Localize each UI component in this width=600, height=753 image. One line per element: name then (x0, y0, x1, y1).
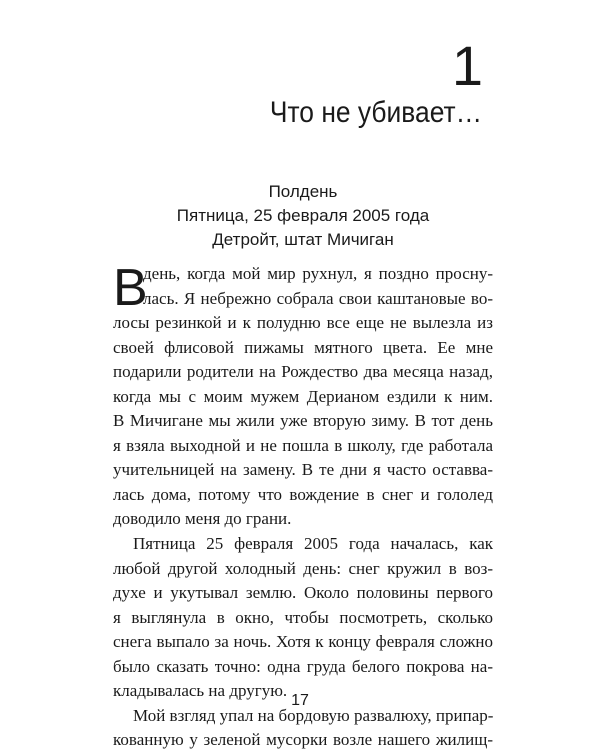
drop-cap: В (113, 259, 148, 317)
text-line: день, когда мой мир рухнул, я поздно просну- (143, 264, 493, 283)
text-line: лосы резинкой и к полудню все еще не вылезла из (113, 313, 493, 333)
text-line: своей флисовой пижамы мятного цвета. Ее мне (113, 337, 493, 357)
text-line: я взяла выходной и не пошла в школу, где работала (113, 435, 493, 455)
text-line: когда мы с моим мужем Дерианом ездили к ним. (113, 386, 493, 406)
text-line: снега выпало за ночь. Хотя к концу февраля сложно (113, 632, 493, 652)
text-line: доводило меня до грани. (113, 509, 292, 529)
text-line: я выглянула в окно, чтобы посмотреть, сколько (113, 607, 493, 627)
text-line: кованную у зеленой мусорки возле нашего жилищ- (113, 730, 493, 750)
text-line: лась дома, потому что вождение в снег и гололед (113, 484, 493, 504)
chapter-number: 1 (451, 34, 482, 97)
text-line: Мой взгляд упал на бордовую развалюху, припар- (133, 705, 494, 725)
text-line: было сказать точно: одна груда белого покрова на- (113, 656, 493, 676)
page-number: 17 (291, 692, 309, 709)
text-line: духе и укутывал землю. Около половины первого (113, 583, 493, 603)
chapter-title: Что не убивает… (269, 96, 482, 129)
text-line: кладывалась на другую. (113, 681, 288, 701)
dateline-date: Пятница, 25 февраля 2005 года (176, 206, 430, 225)
dateline-time: Полдень (268, 182, 338, 201)
dateline (113, 180, 493, 252)
text-line: любой другой холодный день: снег кружил в воз- (113, 558, 493, 578)
text-line: лась. Я небрежно собрала свои каштановые во- (143, 288, 493, 308)
text-line: Пятница 25 февраля 2005 года началась, как (133, 534, 493, 554)
text-line: В Мичигане мы жили уже вторую зиму. В тот день (113, 411, 493, 431)
text-line: учительницей на замену. В те дни я часто оставва- (113, 460, 493, 480)
body-text (113, 259, 494, 753)
dateline-place: Детройт, штат Мичиган (212, 230, 394, 249)
text-line: подарили родители на Рождество два месяца назад, (113, 362, 493, 382)
